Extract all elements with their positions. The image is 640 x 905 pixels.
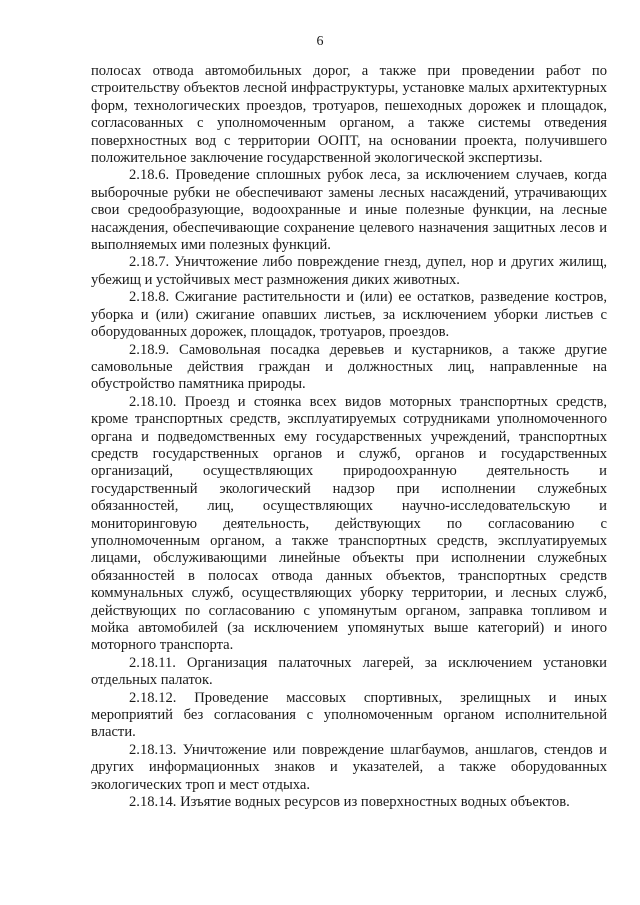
- paragraph-2-18-14: 2.18.14. Изъятие водных ресурсов из поверхностных водных объектов.: [129, 794, 570, 811]
- paragraph-2-18-6: 2.18.6. Проведение сплошных рубок леса, за исключением случаев, когда выборочные рубки не обеспечивают замены лесных насаждений, утрачивающих свои средообразующие, водоохранные и иные полезные функции, на лесные насаждения, обеспечивающие сохранение целевого назначения защитных лесов и выполняемых ими полезных функций.: [91, 167, 607, 254]
- paragraph-2-18-12: 2.18.12. Проведение массовых спортивных, зрелищных и иных мероприятий без согласования с уполномоченным органом исполнительной власти.: [91, 689, 607, 741]
- paragraph-2-18-10: 2.18.10. Проезд и стоянка всех видов моторных транспортных средств, кроме транспортных средств, эксплуатируемых сотрудниками уполномоченного органа и подведомственных ему государственных учреждений, транспортных средств государственных органов и служб, органов и государственных организаций, осуществляющих природоохранную деятельность и государственный экологический надзор при исполнении служебных обязанностей, лиц, осуществляющих научно-исследовательскую и мониторинговую деятельность, действующих по согласованию с уполномоченным органом, а также транспортных средств, эксплуатируемых лицами, обслуживающими линейные объекты при исполнении служебных обязанностей в полосах отвода данных объектов, транспортных средств коммунальных служб, осуществляющих уборку территории, и лесных служб, действующих по согласованию с упомянутым органом, заправка топливом и мойка автомобилей (за исключением упомянутых выше категорий) и иного моторного транспорта.: [91, 393, 607, 654]
- paragraph-2-18-11: 2.18.11. Организация палаточных лагерей, за исключением установки отдельных палаток.: [91, 654, 607, 689]
- paragraph-continuation: полосах отвода автомобильных дорог, а также при проведении работ по строительству объектов лесной инфраструктуры, установке малых архитектурных форм, технологических проездов, тротуаров, пешеходных дорожек и площадок, согласованных с уполномоченным органом, а также системы отведения поверхностных вод с территории ООПТ, на основании проекта, получившего положительное заключение государственной экологической экспертизы.: [91, 63, 607, 167]
- page-number: 6: [316, 34, 324, 49]
- paragraph-2-18-8: 2.18.8. Сжигание растительности и (или) ее остатков, разведение костров, уборка и (или) сжигание опавших листьев, за исключением уборки листьев с оборудованных дорожек, площадок, тротуаров, проездов.: [91, 289, 607, 341]
- paragraph-2-18-13: 2.18.13. Уничтожение или повреждение шлагбаумов, аншлагов, стендов и других информационных знаков и указателей, а также оборудованных экологических троп и мест отдыха.: [91, 741, 607, 793]
- paragraph-2-18-7: 2.18.7. Уничтожение либо повреждение гнезд, дупел, нор и других жилищ, убежищ и устойчивых мест размножения диких животных.: [91, 254, 607, 288]
- paragraph-2-18-9: 2.18.9. Самовольная посадка деревьев и кустарников, а также другие самовольные действия граждан и должностных лиц, направленные на обустройство памятника природы.: [91, 341, 607, 393]
- document-body: [91, 63, 607, 811]
